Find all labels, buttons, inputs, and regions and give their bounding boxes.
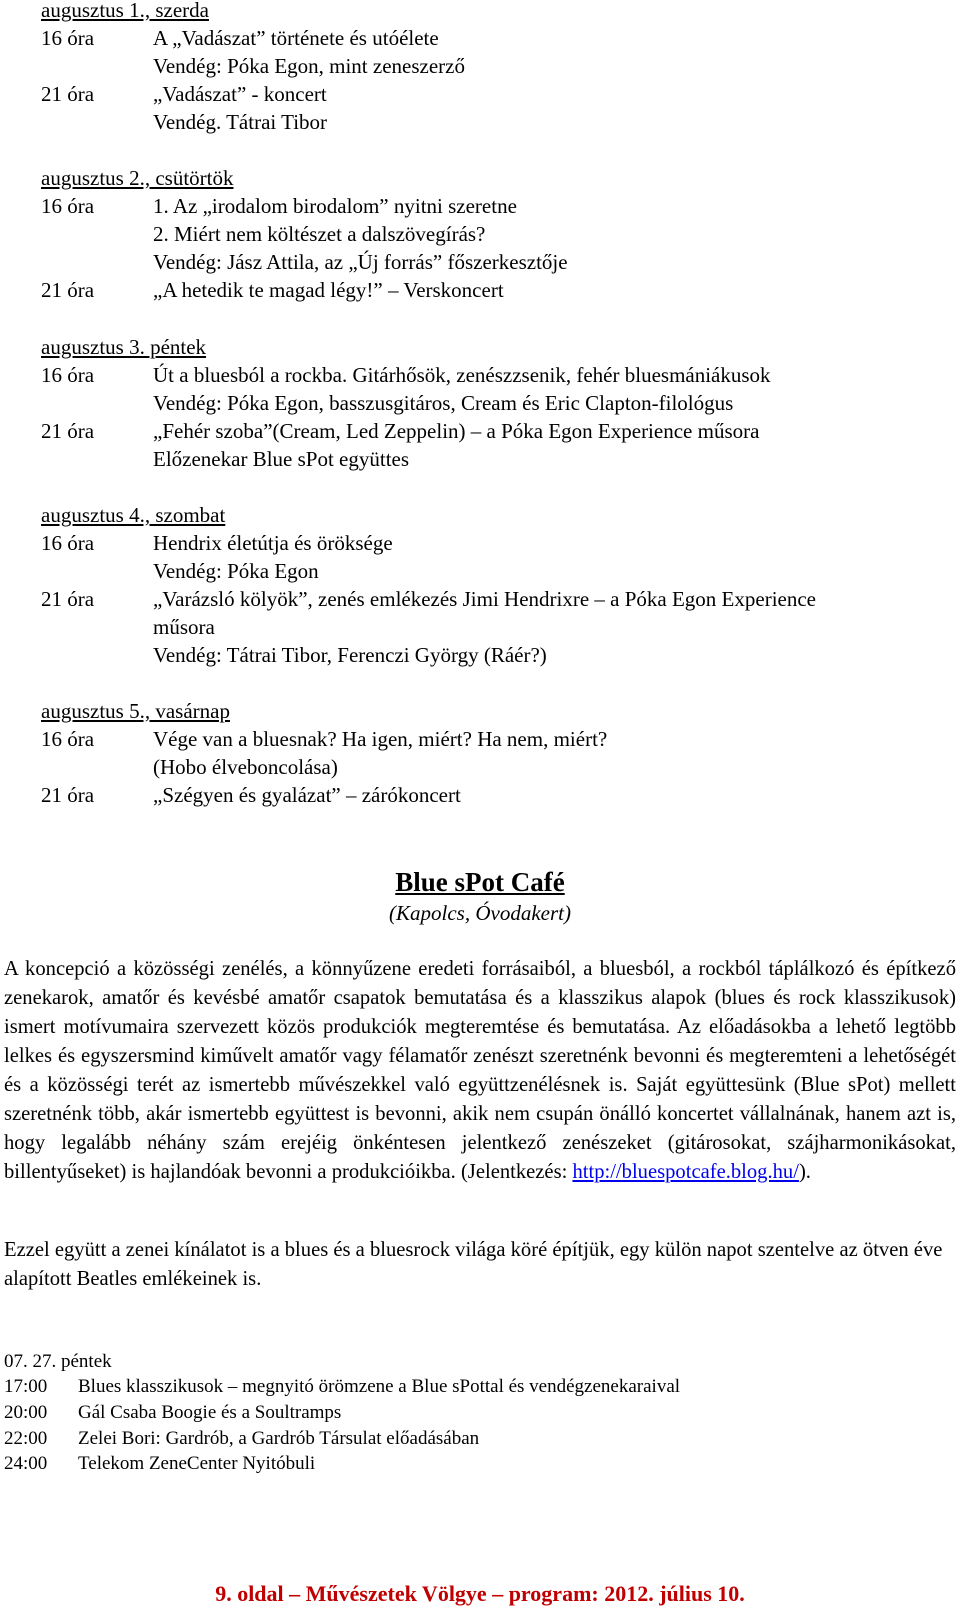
program-text: Blues klasszikusok – megnyitó örömzene a Blue sPottal és vendégzenekaraival	[78, 1376, 681, 1397]
program-row	[4, 1400, 341, 1426]
time-label: 21 óra	[41, 587, 95, 611]
program-text: Telekom ZeneCenter Nyitóbuli	[78, 1453, 316, 1474]
section-subtitle: (Kapolcs, Óvodakert)	[389, 901, 571, 925]
day-heading: augusztus 1., szerda	[41, 0, 209, 22]
event-text: 1. Az „irodalom birodalom” nyitni szeretne	[153, 194, 517, 218]
event-text: „Fehér szoba”(Cream, Led Zeppelin) – a Póka Egon Experience műsora	[153, 419, 760, 443]
event-text: Előzenekar Blue sPot együttes	[153, 447, 410, 471]
day-heading: augusztus 2., csütörtök	[41, 166, 234, 190]
program-date: 07. 27. péntek	[4, 1351, 112, 1372]
time-label: 16 óra	[41, 26, 95, 50]
event-text: „Szégyen és gyalázat” – zárókoncert	[153, 783, 461, 807]
time-label: 21 óra	[41, 419, 95, 443]
event-text: Vendég: Póka Egon	[153, 559, 319, 583]
program-text: Gál Csaba Boogie és a Soultramps	[78, 1402, 342, 1423]
event-text: „A hetedik te magad légy!” – Verskoncert	[153, 278, 504, 302]
program-row	[4, 1451, 315, 1477]
time-label: 16 óra	[41, 194, 95, 218]
event-text: A „Vadászat” története és utóélete	[153, 26, 439, 50]
time-label: 16 óra	[41, 727, 95, 751]
event-text: (Hobo élveboncolása)	[153, 755, 338, 779]
section-title: Blue sPot Café	[395, 867, 565, 897]
event-text: Vége van a bluesnak? Ha igen, miért? Ha nem, miért?	[153, 727, 608, 751]
event-text: Vendég: Tátrai Tibor, Ferenczi György (Ráér?)	[153, 643, 547, 667]
event-text: Vendég: Póka Egon, mint zeneszerző	[153, 54, 465, 78]
paragraph-text: A koncepció a közösségi zenélés, a könnyűzene eredeti forrásaiból, a bluesból, a rockból táplálkozó és építkező zenekarok, amatőr és kevésbé amatőr csapatok bemutatása és a klasszikus alapok (blues és rock klasszikusok) ismert motívumaira szervezett közös produkciók megteremtése és bemutatása. Az előadásokba a lehető legtöbb lelkes és egyszersmind kiművelt amatőr vagy félamatőr zenészt szeretnénk bevonni és megteremteni a lehetőségét és a közösségi terét az ismertebb művészekkel való együttzenélésnek is. Saját együttesünk (Blue sPot) mellett szeretnénk több, akár ismertebb együttest is bevonni, akik nem csupán önálló koncertet vállalnának, hanem azt is, hogy legalább néhány szám erejéig önkéntesen jelentkező zenészeket (gitárosokat, szájharmonikásokat, billentyűseket) is hajlandóak bevonni a produkcióikba. (Jelentkezés:	[4, 958, 956, 1183]
time-label: 21 óra	[41, 82, 95, 106]
event-text: Hendrix életútja és öröksége	[153, 531, 393, 555]
event-text: Út a bluesból a rockba. Gitárhősök, zenészzsenik, fehér bluesmániákusok	[153, 363, 771, 387]
time-label: 16 óra	[41, 531, 95, 555]
day-heading: augusztus 4., szombat	[41, 503, 226, 527]
page-footer: 9. oldal – Művészetek Völgye – program: 2012. július 10.	[215, 1581, 745, 1606]
day-heading: augusztus 5., vasárnap	[41, 699, 230, 723]
program-row	[4, 1374, 680, 1400]
event-text: Vendég. Tátrai Tibor	[153, 110, 328, 134]
event-text: „Varázsló kölyök”, zenés emlékezés Jimi Hendrixre – a Póka Egon Experience	[153, 587, 816, 611]
blog-link[interactable]: http://bluespotcafe.blog.hu/	[572, 1161, 799, 1183]
program-time: 17:00	[4, 1376, 48, 1397]
time-label: 16 óra	[41, 363, 95, 387]
program-text: Zelei Bori: Gardrób, a Gardrób Társulat előadásában	[78, 1428, 480, 1449]
program-time: 20:00	[4, 1402, 48, 1423]
time-label: 21 óra	[41, 278, 95, 302]
time-label: 21 óra	[41, 783, 95, 807]
event-text: 2. Miért nem költészet a dalszövegírás?	[153, 222, 486, 246]
event-text: Vendég: Póka Egon, basszusgitáros, Cream és Eric Clapton-filológus	[153, 391, 734, 415]
program-time: 22:00	[4, 1428, 48, 1449]
event-text: Vendég: Jász Attila, az „Új forrás” főszerkesztője	[153, 250, 568, 274]
event-text: „Vadászat” - koncert	[153, 82, 327, 106]
program-time: 24:00	[4, 1453, 48, 1474]
day-heading: augusztus 3. péntek	[41, 335, 207, 359]
event-text: műsora	[153, 615, 215, 639]
paragraph-end: ).	[798, 1161, 811, 1183]
description-paragraph-2: Ezzel együtt a zenei kínálatot is a blues és a bluesrock világa köré építjük, egy külön napot szentelve az ötven éve alapított Beatles emlékeinek is.	[4, 1239, 943, 1290]
program-row	[4, 1426, 479, 1452]
description-paragraph	[4, 955, 956, 1187]
